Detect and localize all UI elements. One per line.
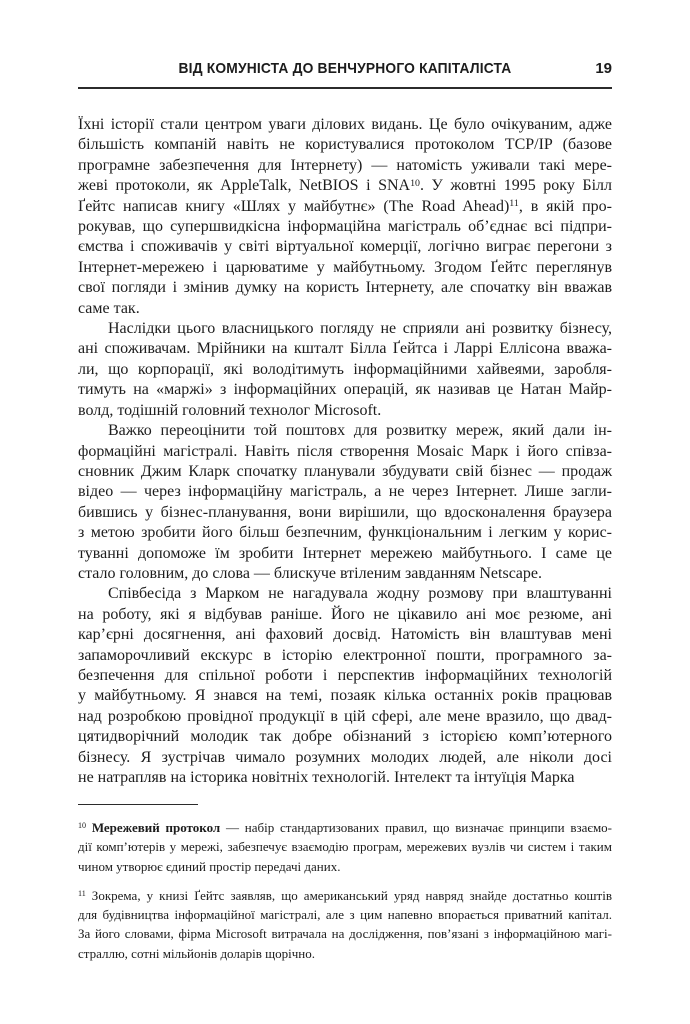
text-segment: більшість компаній навіть не користувалися протоколом TCP/IP (базове <box>78 136 612 154</box>
text-line <box>78 686 612 706</box>
text-segment: ємства і споживачів у світі віртуальної комерції, логічно виграє перегони з <box>78 238 612 256</box>
paragraph <box>78 115 612 319</box>
text-line <box>78 905 612 924</box>
text-line <box>78 857 612 876</box>
text-segment: цятидворічний молодик так добре обізнаний з історією комп’ютерного <box>78 728 612 746</box>
text-line <box>78 197 612 217</box>
text-line <box>78 666 612 686</box>
text-line <box>78 584 612 604</box>
text-segment: Їхні історії стали центром уваги ділових видань. Це було очікуваним, адже <box>78 116 612 133</box>
text-segment: свої погляди і змінив думку на користь Інтернету, але спочатку він вважав <box>78 279 612 297</box>
text-segment: на роботу, які я відбував раніше. Його не цікавило ані моє резюме, ані <box>78 605 612 623</box>
text-segment: . У жовтні 1995 року Білл <box>419 177 612 195</box>
text-segment: Ґейтс написав книгу «Шлях у майбутнє» (The Road Ahead) <box>78 197 510 215</box>
text-segment: ли, що корпорації, які володітимуть інформаційними хайвеями, заробля- <box>78 360 612 378</box>
text-segment: з метою зробити його більш безпечним, функціональним і легким у корис- <box>78 524 612 542</box>
text-segment: саме так. <box>78 299 140 317</box>
text-line <box>78 625 612 645</box>
text-segment: страллю, сотні мільйонів доларів щорічно. <box>78 945 316 961</box>
page-header <box>78 60 612 80</box>
text-line <box>78 217 612 237</box>
text-segment: формаційні магістралі. Навіть після створення Mosaic Марк і його співза- <box>78 442 612 460</box>
footnotes <box>78 818 612 973</box>
text-segment: жеві протоколи, як AppleTalk, NetBIOS і SNA <box>78 177 411 195</box>
body-text <box>78 115 612 788</box>
text-line <box>78 924 612 943</box>
footnote-ref: 10 <box>78 821 87 831</box>
text-segment: чином утворює єдиний простір передачі даних. <box>78 858 341 874</box>
text-line <box>78 401 612 421</box>
text-line <box>78 442 612 462</box>
text-segment: бившись у бізнес-планування, вони вирішили, що вдосконалення браузера <box>78 503 612 521</box>
paragraph <box>78 319 612 421</box>
footnote-item <box>78 818 612 876</box>
footnote-ref: 11 <box>78 889 86 899</box>
text-line <box>78 421 612 441</box>
text-segment: сновник Джим Кларк спочатку планували збудувати свій бізнес — продаж <box>78 462 612 480</box>
text-line <box>78 503 612 523</box>
text-line <box>78 818 612 837</box>
text-segment: бізнесу. Я зустрічав чимало розумних молодих людей, але ніколи досі <box>78 748 612 766</box>
text-segment: Зокрема, у книзі Ґейтс заявляв, що американський уряд навряд знайде достатньо коштів <box>85 887 612 903</box>
text-line <box>78 605 612 625</box>
text-line <box>78 482 612 502</box>
page-number: 19 <box>595 60 612 77</box>
footnote-ref: 10 <box>410 177 420 189</box>
text-line <box>78 380 612 400</box>
text-segment: програмне забезпечення для Інтернету) — натомість уживали такі мере- <box>78 156 612 174</box>
footnote-ref: 11 <box>509 198 519 210</box>
text-segment: Наслідки цього власницького погляду не сприяли ані розвитку бізнесу, <box>108 320 612 338</box>
text-segment: не натрапляв на історика новітніх технологій. Інтелект та інтуїція Марка <box>78 769 575 786</box>
text-segment: , в якій про- <box>518 197 612 215</box>
text-segment: Інтернет-мережею і царюватиме у майбутньому. Згодом Ґейтс переглянув <box>78 258 612 276</box>
text-segment: — набір стандартизованих правил, що визначає принципи взаємо- <box>220 820 613 835</box>
running-head-title: ВІД КОМУНІСТА ДО ВЕНЧУРНОГО КАПІТАЛІСТА <box>178 60 512 77</box>
text-segment: тимуть на «маржі» з інформаційних операцій, як називав це Натан Майр- <box>78 381 612 399</box>
text-segment: кар’єрні досягнення, ані фаховий досвід. Натомість він влаштував мені <box>78 626 612 644</box>
text-segment: дії комп’ютерів у мережі, забезпечує взаємодію програм, мережевих вузлів чи систем і таким <box>78 839 612 855</box>
text-segment: запаморочливий екскурс в історію електронної пошти, програмного за- <box>78 646 612 664</box>
text-line <box>78 339 612 359</box>
text-line <box>78 523 612 543</box>
text-line <box>78 646 612 666</box>
text-line <box>78 886 612 905</box>
text-segment: Співбесіда з Марком не нагадувала жодну розмову при влаштуванні <box>108 585 612 603</box>
text-segment: туванні допоможе їм зробити Інтернет мережею майбутнього. І саме це <box>78 544 612 562</box>
paragraph <box>78 584 612 788</box>
paragraph <box>78 421 612 584</box>
text-segment: За його словами, фірма Microsoft витрачала на дослідження, пов’язані з інформаційною магі- <box>78 926 612 942</box>
footnote-item <box>78 886 612 963</box>
text-line <box>78 944 612 963</box>
text-segment: над розробкою провідної продукції в цій сфері, але мене вразило, що двад- <box>78 707 612 725</box>
text-segment: Мережевий протокол <box>86 820 221 835</box>
text-line <box>78 115 612 135</box>
text-segment: рокував, що супершвидкісна інформаційна магістраль об’єднає всі підпри- <box>78 218 612 236</box>
text-segment: ані споживачам. Мрійники на кшталт Білла Ґейтса і Ларрі Еллісона вважа- <box>78 340 612 358</box>
text-segment: стало головним, до слова — блискуче втіленим завданням Netscape. <box>78 564 543 582</box>
text-line <box>78 319 612 339</box>
text-segment: безпечення для спільної роботи і перспектив інформаційних технологій <box>78 666 612 684</box>
text-segment: Важко переоцінити той поштовх для розвитку мереж, який дали ін- <box>108 422 612 440</box>
text-line <box>78 837 612 856</box>
text-line <box>78 237 612 257</box>
text-segment: відео — через інформаційну магістраль, а не через Інтернет. Лише загли- <box>78 483 612 501</box>
text-line <box>78 135 612 155</box>
footnote-separator <box>78 804 198 805</box>
text-segment: у майбутньому. Я знався на темі, позаяк кілька останніх років працював <box>78 687 612 705</box>
text-line <box>78 299 612 319</box>
text-line <box>78 707 612 727</box>
text-line <box>78 278 612 298</box>
text-line <box>78 564 612 584</box>
text-line <box>78 176 612 196</box>
text-line <box>78 727 612 747</box>
text-line <box>78 748 612 768</box>
text-line <box>78 462 612 482</box>
text-line <box>78 544 612 564</box>
text-line <box>78 768 612 788</box>
text-segment: для будівництва інформаційної магістралі, але з цим напевно впорається приватний капітал. <box>78 907 612 923</box>
text-line <box>78 258 612 278</box>
header-rule <box>78 87 612 89</box>
text-segment: волд, тодішній головний технолог Microsoft. <box>78 401 382 419</box>
text-line <box>78 156 612 176</box>
text-line <box>78 360 612 380</box>
